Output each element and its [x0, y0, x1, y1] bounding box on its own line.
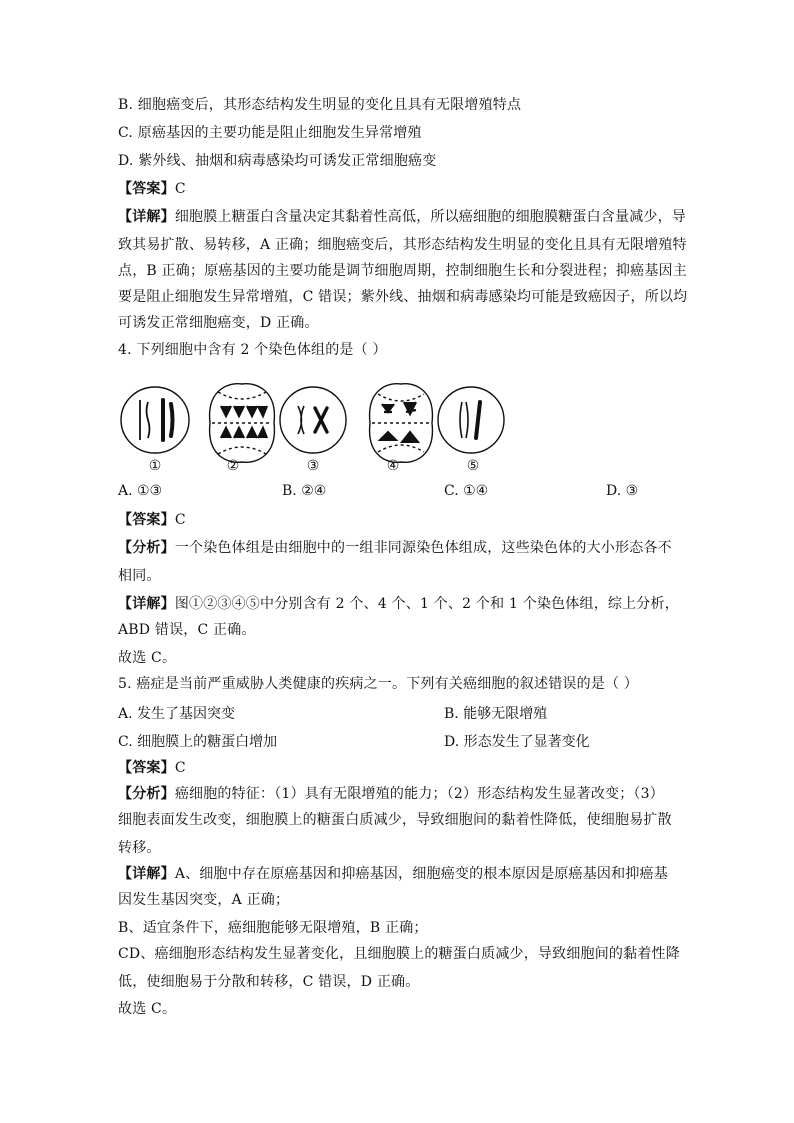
q4-conclusion: 故选 C。 — [118, 650, 177, 666]
figure-label-3: ③ — [306, 458, 320, 474]
detail-text: 细胞膜上糖蛋白含量决定其黏着性高低，所以癌细胞的细胞膜糖蛋白含量减少，导 — [174, 209, 687, 225]
cell-5-diagram — [438, 387, 504, 453]
q4-analysis-line-2: 相同。 — [118, 568, 161, 584]
q5-option-d: D. 形态发生了显著变化 — [444, 734, 590, 750]
q4-analysis-line-1 — [118, 539, 672, 557]
q3-detail-line-4: 要是阻止细胞发生异常增殖，C 错误；紫外线、抽烟和病毒感染均可能是致癌因子，所以均 — [118, 289, 688, 305]
q3-option-b: B. 细胞癌变后，其形态结构发生明显的变化且具有无限增殖特点 — [118, 97, 522, 113]
q3-answer — [118, 180, 186, 198]
q5-detail-line-5: 低，使细胞易于分散和转移，C 错误，D 正确。 — [118, 974, 420, 990]
q3-detail-line-3: 点，B 正确；原癌基因的主要功能是调节细胞周期，控制细胞生长和分裂进程；抑癌基因主 — [118, 263, 687, 279]
figure-label-1: ① — [148, 458, 162, 474]
answer-value: C — [174, 512, 186, 528]
answer-tag: 【答案】 — [118, 760, 175, 776]
q4-detail-line-2: ABD 错误，C 正确。 — [118, 622, 256, 638]
q5-analysis-line-2: 细胞表面发生改变，细胞膜上的糖蛋白质减少，导致细胞间的黏着性降低，使细胞易扩散 — [118, 812, 672, 828]
cell-4-diagram — [370, 384, 433, 463]
q5-detail-line-3: B、适宜条件下，癌细胞能够无限增殖，B 正确； — [118, 920, 428, 936]
figure-label-2: ② — [226, 458, 240, 474]
q3-option-c: C. 原癌基因的主要功能是阻止细胞发生异常增殖 — [118, 125, 422, 141]
q4-option-c: C. ①④ — [444, 483, 489, 499]
detail-tag: 【详解】 — [118, 866, 175, 882]
q5-stem: 5. 癌症是当前严重威胁人类健康的疾病之一。下列有关癌细胞的叙述错误的是（ ） — [118, 676, 639, 692]
q4-option-b: B. ②④ — [282, 483, 327, 499]
q5-analysis-line-1 — [118, 785, 664, 803]
q5-answer — [118, 759, 186, 777]
analysis-text: 癌细胞的特征：（1）具有无限增殖的能力；（2）形态结构发生显著改变；（3） — [174, 786, 664, 802]
q3-detail-line-1 — [118, 208, 686, 226]
figure-label-5: ⑤ — [466, 458, 480, 474]
detail-tag: 【详解】 — [118, 209, 175, 225]
q5-detail-line-2: 因发生基因突变，A 正确； — [118, 892, 290, 908]
q5-option-a: A. 发生了基因突变 — [118, 706, 236, 722]
detail-text: A、细胞中存在原癌基因和抑癌基因，细胞癌变的根本原因是原癌基因和抑癌基 — [174, 866, 668, 882]
figure-label-4: ④ — [386, 458, 400, 474]
answer-value: C — [174, 181, 186, 197]
answer-value: C — [174, 760, 186, 776]
detail-text: 图①②③④⑤中分别含有 2 个、4 个、1 个、2 个和 1 个染色体组，综上分析， — [174, 596, 679, 612]
analysis-text: 一个染色体组是由细胞中的一组非同源染色体组成，这些染色体的大小形态各不 — [174, 540, 672, 556]
cell-1-diagram — [121, 387, 189, 453]
q5-option-b: B. 能够无限增殖 — [444, 706, 548, 722]
q4-answer — [118, 511, 186, 529]
q3-option-d: D. 紫外线、抽烟和病毒感染均可诱发正常细胞癌变 — [118, 153, 437, 169]
q3-detail-line-2: 致其易扩散、易转移，A 正确；细胞癌变后，其形态结构发生明显的变化且具有无限增殖特 — [118, 237, 687, 253]
detail-tag: 【详解】 — [118, 596, 175, 612]
q3-detail-line-5: 可诱发正常细胞癌变，D 正确。 — [118, 315, 319, 331]
q4-detail-line-1 — [118, 595, 679, 613]
answer-tag: 【答案】 — [118, 181, 175, 197]
analysis-tag: 【分析】 — [118, 540, 175, 556]
q5-option-c: C. 细胞膜上的糖蛋白增加 — [118, 734, 278, 750]
answer-tag: 【答案】 — [118, 512, 175, 528]
cell-3-diagram — [280, 387, 346, 453]
q5-analysis-line-3: 转移。 — [118, 840, 161, 856]
q4-option-a: A. ①③ — [118, 483, 163, 499]
cell-2-diagram — [210, 384, 275, 463]
q5-conclusion: 故选 C。 — [118, 1001, 177, 1017]
q5-detail-line-4: CD、癌细胞形态结构发生显著变化，且细胞膜上的糖蛋白质减少，导致细胞间的黏着性降 — [118, 946, 680, 962]
analysis-tag: 【分析】 — [118, 786, 175, 802]
q5-detail-line-1 — [118, 865, 668, 883]
q4-stem: 4. 下列细胞中含有 2 个染色体组的是（ ） — [118, 342, 387, 358]
q4-option-d: D. ③ — [606, 483, 639, 499]
